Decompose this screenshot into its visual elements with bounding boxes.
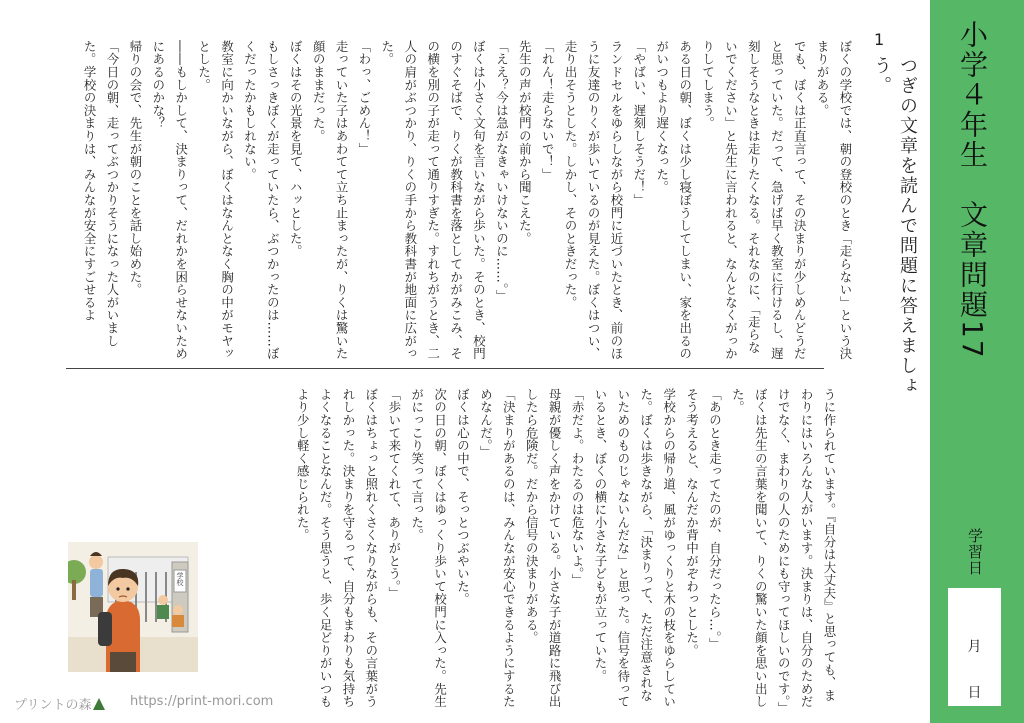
section-divider (66, 368, 824, 369)
brand-logo[interactable] (14, 694, 105, 713)
paragraph: ぼくの学校では、朝の登校のとき「走らない」という決まりがある。 (815, 40, 853, 360)
school-gate-illustration (68, 542, 198, 672)
worksheet-title: 小学４年生 文章問題17 (956, 20, 989, 360)
paragraph: うに作られています。『自分は大丈夫』と思っても、まわりにはいろんな人がいます。決まりは、自分のためだけでなく、まわりの人のためにも守ってほしいのです。」 (776, 388, 837, 715)
paragraph: ぼくは先生の言葉を聞いて、りくの驚いた顔を思い出した。 (730, 388, 769, 708)
paragraph: 「れん！走らないで！」 (540, 40, 556, 181)
paragraph: でも、ぼくは正直言って、その決まりが少しめんどうだと思っていた。だって、急げば早く教室に行けるし、遅刻しそうなときは走りたくなる。それなのに、「走らないでください」と先生に言われると、なんとなくがっかりしてしまう。 (700, 40, 808, 360)
paragraph: ――もしかして、決まりって、だれかを困らせないためにあるのかな？ (150, 40, 189, 360)
paragraph: ぼくはちょっと照れくさくなりながらも、その言葉がうれしかった。決まりを守るって、自分もまわりも気持ちよくなることなんだ。そう思うと、歩く足どりがいつもより少し軽く感じられた。 (295, 388, 379, 708)
paragraph: 「ええ？今は急がなきゃいけないのに……。」 (494, 40, 510, 303)
paragraph: ぼくは小さく文句を言いながら歩いた。そのとき、校門のすぐそばで、りくが教科書を落としてかがみこみ、その横を別の子が走って通りすぎた。すれちがうとき、二人の肩がぶつかり、りくの手から教科書が地面に広がった。 (379, 40, 487, 360)
study-date-box[interactable] (948, 588, 1001, 706)
paragraph: 「今日の朝、走ってぶつかりそうになった人がいました。学校の決まりは、みんなが安全にすごせるよ (82, 40, 120, 348)
paragraph: 帰りの会で、先生が朝のことを話し始めた。 (127, 40, 143, 296)
school-sign-text: 学校 (176, 572, 184, 586)
paragraph: 走っていた子はあわてて立ち止まったが、りくは驚いた顔のままだった。 (311, 40, 350, 360)
paragraph: 「やばい、遅刻しそうだ！」 (631, 40, 647, 207)
site-url-link[interactable]: https://print-mori.com (130, 694, 274, 709)
day-label: 日 (967, 685, 982, 701)
brand-name: プリントの森 (14, 698, 92, 713)
paragraph: 「わっ、ごめん！」 (356, 40, 372, 156)
paragraph: ランドセルをゆらしながら校門に近づいたとき、前のほうに友達のりくが歩いているのが見えた。ぼくはつい、走り出そうとした。しかし、そのときだった。 (563, 40, 624, 360)
question-number: 1 (874, 30, 885, 49)
month-label: 月 (967, 639, 982, 655)
paragraph: 学校からの帰り道、風がゆっくりと木の枝をゆらしていた。ぼくは歩きながら、「決まりって、ただ注意されないためのものじゃないんだな」と思った。信号を待っているとき、ぼくの横に小さな子どもが立っていた。 (592, 388, 677, 708)
paragraph: 「赤だよ。わたるのは危ないよ。」 (570, 388, 586, 587)
passage-bottom (240, 388, 840, 713)
backpack (98, 612, 112, 646)
tree-icon (93, 698, 105, 710)
paragraph: 「歩いて来てくれて、ありがとう。」 (386, 388, 402, 600)
study-date-label: 学習日 (966, 528, 984, 576)
paragraph: そう考えると、なんだか背中がぞわっとした。 (684, 388, 700, 657)
paragraph: 「あのとき走ってたのが、自分だったら…。」 (707, 388, 723, 651)
paragraph: 次の日の朝、ぼくはゆっくり歩いて校門に入った。先生がにっこり笑って言った。 (409, 388, 448, 708)
paragraph: ある日の朝、ぼくは少し寝ぼうしてしまい、家を出るのがいつもより遅くなった。 (654, 40, 693, 360)
question-instruction: つぎの文章を読んで問題に答えましょう。 (871, 56, 918, 396)
teacher-figure (89, 555, 103, 569)
paragraph: 母親が優しく声をかけている。小さな子が道路に飛び出したら危険だ。だから信号の決まりがある。 (524, 388, 563, 708)
paragraph: もしさっきぼくが走っていたら、ぶつかったのは……ぼくだったかもしれない。 (242, 40, 281, 360)
passage-top (82, 40, 856, 360)
paragraph: ぼくは心の中で、そっとつぶやいた。 (455, 388, 471, 606)
paragraph: 「決まりがあるのは、みんなが安心できるようにするためなんだ。」 (478, 388, 517, 708)
paragraph: ぼくはその光景を見て、ハッとした。 (288, 40, 304, 258)
paragraph: 教室に向かいながら、ぼくはなんとなく胸の中がモヤッとした。 (196, 40, 235, 360)
paragraph: 先生の声が校門の前から聞こえた。 (517, 40, 533, 245)
